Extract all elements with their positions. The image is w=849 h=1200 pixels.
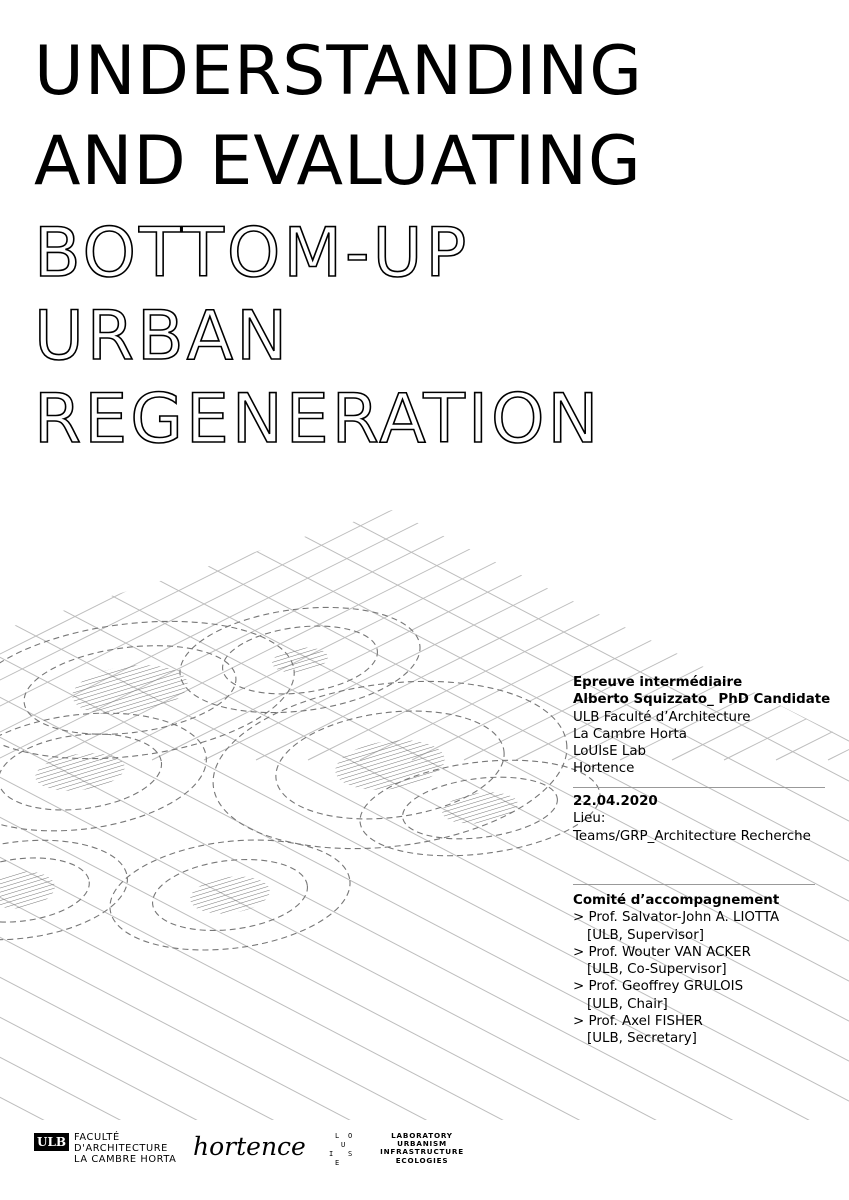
title-line-5: REGENERATION [34,380,602,459]
title-line-4: URBAN [34,297,291,376]
grid-line [0,500,536,760]
louise-letter: I [329,1150,334,1158]
louise-line: LABORATORY [391,1131,453,1140]
info-block-committee [573,892,833,1048]
ulb-line: LA CAMBRE HORTA [74,1154,177,1165]
louise-lab-logo [329,1131,464,1172]
committee-member-role: [ULB, Chair] [587,996,668,1012]
info-block-date [573,793,833,845]
louise-line: INFRASTRUCTURE [380,1147,464,1157]
divider [573,884,815,885]
louise-letter: L [335,1132,340,1140]
committee-member-name: > Prof. Wouter VAN ACKER [573,944,751,960]
hatched-core [70,659,191,721]
louise-line: ECOLOGIES [395,1155,449,1165]
committee-member-role: [ULB, Secretary] [587,1031,697,1047]
committee-title: Comité d’accompagnement [573,893,780,908]
grid-line [0,1045,849,1120]
louise-letter: U [341,1141,346,1149]
louise-line: URBANISM [397,1139,447,1149]
hortence-logo: hortence [193,1132,306,1161]
candidate-name: Alberto Squizzato_ PhD Candidate [573,692,831,708]
ulb-line: FACULTÉ [74,1132,120,1143]
affiliation-line: Hortence [573,761,635,777]
event-title: Epreuve intermédiaire [573,675,743,690]
title-line-2: AND EVALUATING [34,122,642,201]
hatched-core [188,872,272,917]
hatched-core [0,868,57,912]
ulb-line: D'ARCHITECTURE [74,1143,168,1154]
divider [573,787,825,788]
hatched-core [440,788,519,827]
committee-member-name: > Prof. Geoffrey GRULOIS [573,979,744,995]
ulb-faculty-text [74,1132,176,1165]
info-block-candidate [573,674,833,778]
affiliation-line: La Cambre Horta [573,726,687,742]
grid-line [0,500,432,760]
louise-letters [330,1132,370,1168]
louise-letter: E [335,1159,340,1167]
hatched-core [332,734,447,795]
committee-member-role: [ULB, Co-Supervisor] [587,962,727,978]
louise-lab-text [377,1132,467,1165]
louise-letter: S [348,1150,353,1158]
venue: Teams/GRP_Architecture Recherche [573,828,811,844]
title-line-3: BOTTOM-UP [34,214,470,293]
affiliation-line: LoUIsE Lab [573,744,647,760]
louise-letter: O [348,1132,353,1140]
committee-member-name: > Prof. Axel FISHER [573,1014,703,1030]
ulb-mark: ULB [34,1133,69,1151]
affiliation-line: ULB Faculté d’Architecture [573,709,751,725]
venue-label: Lieu: [573,811,606,827]
committee-member-name: > Prof. Salvator-John A. LIOTTA [573,910,780,926]
event-date: 22.04.2020 [573,794,658,809]
grid-line [0,500,640,760]
ulb-logo [34,1132,176,1172]
title-line-1: UNDERSTANDING [34,32,643,111]
grid-line [0,500,380,760]
committee-member-role: [ULB, Supervisor] [587,927,704,943]
